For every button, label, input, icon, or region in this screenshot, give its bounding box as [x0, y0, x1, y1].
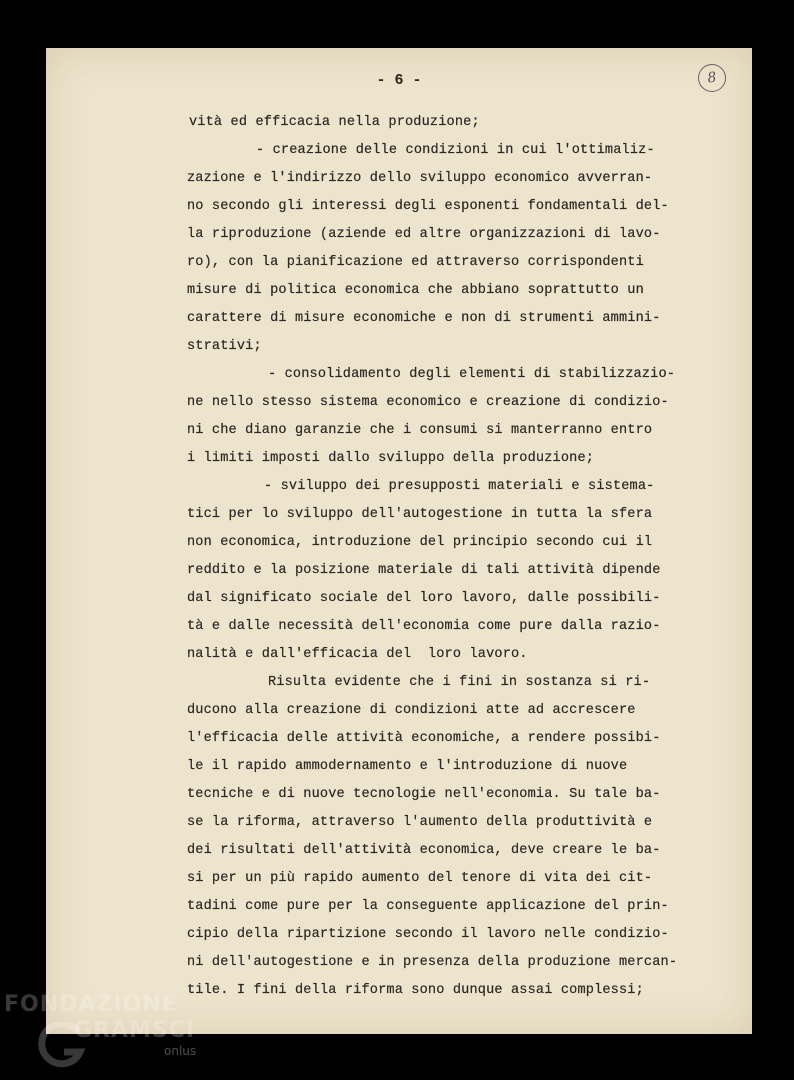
- text-line: ni che diano garanzie che i consumi si manterranno entro: [187, 423, 653, 438]
- text-line: no secondo gli interessi degli esponenti fondamentali del-: [187, 199, 669, 214]
- text-line: dei risultati dell'attività economica, deve creare le ba-: [187, 843, 661, 858]
- text-line: - consolidamento degli elementi di stabilizzazio-: [268, 367, 676, 382]
- text-line: la riproduzione (aziende ed altre organizzazioni di lavo-: [187, 227, 661, 242]
- text-line: le il rapido ammodernamento e l'introduzione di nuove: [187, 759, 628, 774]
- text-line: tile. I fini della riforma sono dunque assai complessi;: [187, 983, 644, 998]
- text-line: ducono alla creazione di condizioni atte ad accrescere: [187, 703, 636, 718]
- text-line: i limiti imposti dallo sviluppo della produzione;: [187, 451, 595, 466]
- document-page: [46, 48, 752, 1034]
- text-line: reddito e la posizione materiale di tali attività dipende: [187, 563, 661, 578]
- text-line: non economica, introduzione del principio secondo cui il: [187, 535, 653, 550]
- watermark-line3: onlus: [164, 1044, 197, 1058]
- page-number: - 6 -: [376, 72, 422, 89]
- text-line: si per un più rapido aumento del tenore di vita dei cit-: [187, 871, 653, 886]
- text-line: cipio della ripartizione secondo il lavoro nelle condizio-: [187, 927, 669, 942]
- text-line: ro), con la pianificazione ed attraverso corrispondenti: [187, 255, 644, 270]
- text-line: tecniche e di nuove tecnologie nell'economia. Su tale ba-: [187, 787, 661, 802]
- text-line: misure di politica economica che abbiano soprattutto un: [187, 283, 644, 298]
- text-line: tici per lo sviluppo dell'autogestione in tutta la sfera: [187, 507, 653, 522]
- watermark-line1: FONDAZIONE: [4, 992, 178, 1017]
- folio-number: 8: [696, 62, 728, 94]
- watermark: [4, 992, 204, 1072]
- text-line: strativi;: [187, 339, 262, 354]
- text-line: - sviluppo dei presupposti materiali e sistema-: [264, 479, 655, 494]
- text-line: tà e dalle necessità dell'economia come pure dalla razio-: [187, 619, 661, 634]
- text-line: vità ed efficacia nella produzione;: [189, 115, 480, 130]
- text-line: - creazione delle condizioni in cui l'ottimaliz-: [256, 143, 655, 158]
- text-line: ne nello stesso sistema economico e creazione di condizio-: [187, 395, 669, 410]
- watermark-line2: GRAMSCI: [74, 1018, 196, 1043]
- text-line: ni dell'autogestione e in presenza della produzione mercan-: [187, 955, 678, 970]
- text-line: l'efficacia delle attività economiche, a rendere possibi-: [187, 731, 661, 746]
- text-line: dal significato sociale del loro lavoro, dalle possibili-: [187, 591, 661, 606]
- text-body: [46, 48, 752, 1034]
- text-line: carattere di misure economiche e non di strumenti ammini-: [187, 311, 661, 326]
- text-line: nalità e dall'efficacia del loro lavoro.: [187, 647, 528, 662]
- text-line: se la riforma, attraverso l'aumento della produttività e: [187, 815, 653, 830]
- text-line: Risulta evidente che i fini in sostanza si ri-: [268, 675, 651, 690]
- text-line: zazione e l'indirizzo dello sviluppo economico avverran-: [187, 171, 653, 186]
- text-line: tadini come pure per la conseguente applicazione del prin-: [187, 899, 669, 914]
